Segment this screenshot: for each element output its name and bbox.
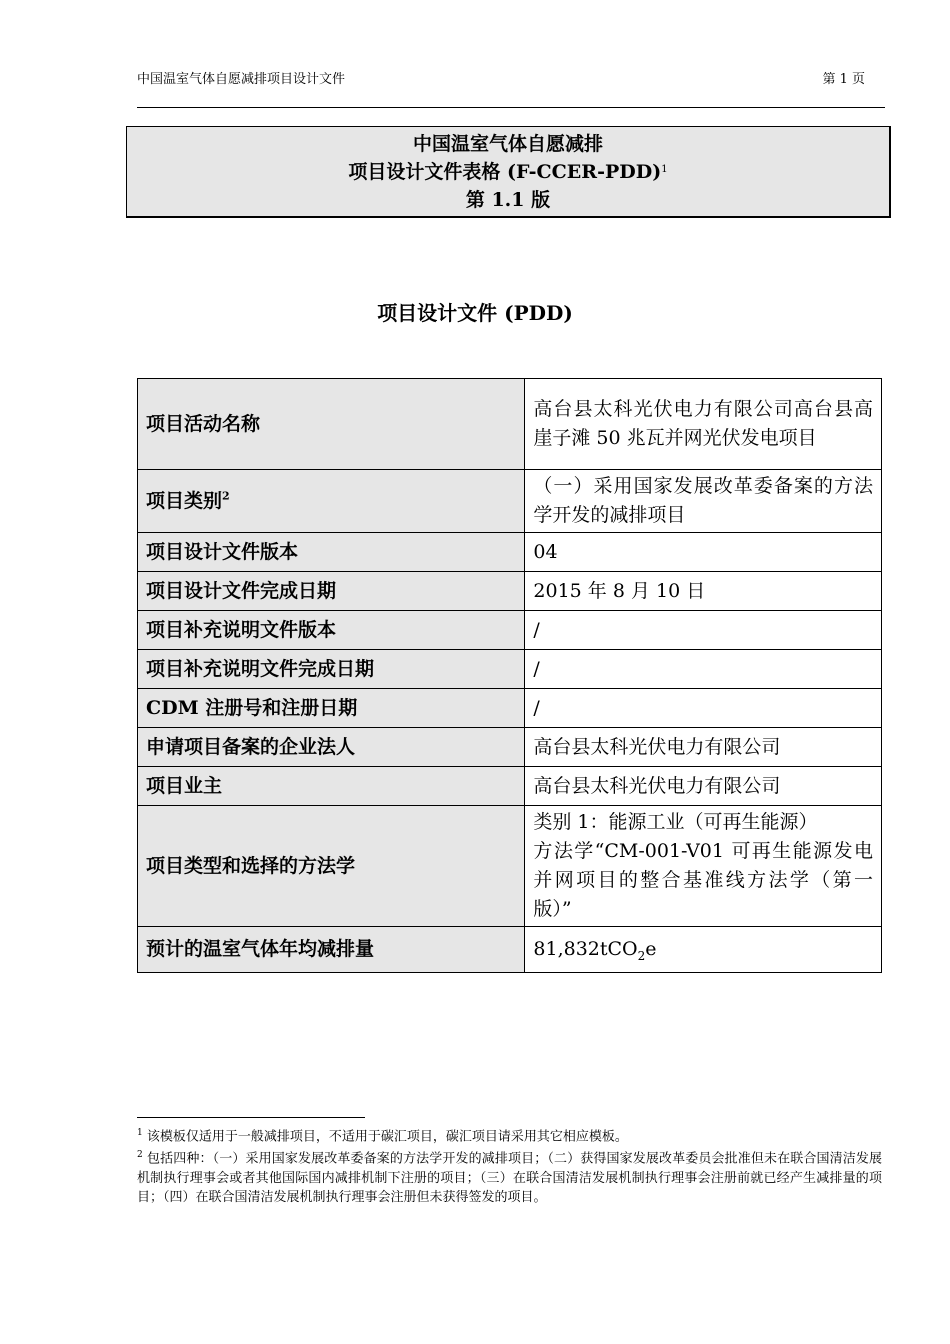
pdd-title: 项目设计文件 (PDD)	[377, 301, 573, 325]
emission-value: 81,832tCO	[533, 938, 638, 960]
table-row	[138, 728, 882, 767]
table-row	[138, 379, 882, 470]
form-title-line2-text: 项目设计文件表格 (F-CCER-PDD)	[348, 161, 662, 183]
emission-suffix: e	[645, 938, 657, 960]
table-row	[138, 470, 882, 533]
row-label-text: 项目类别	[146, 489, 223, 512]
row-value: 高台县太科光伏电力有限公司高台县高崖子滩 50 兆瓦并网光伏发电项目	[525, 379, 882, 470]
footnote-divider	[137, 1117, 365, 1118]
form-title-line2	[127, 158, 889, 186]
row-value: 高台县太科光伏电力有限公司	[525, 767, 882, 806]
footnote-text: 包括四种：（一）采用国家发展改革委备案的方法学开发的减排项目；（二）获得国家发展改革委员会批准但未在联合国清洁发展机制执行理事会或者其他国际国内减排机制下注册的项目；（三）在联合国清洁发展机制执行理事会注册前就已经产生减排量的项目；（四）在联合国清洁发展机制执行理事会注册但未获得签发的项目。	[137, 1151, 882, 1205]
row-label: 项目补充说明文件版本	[138, 611, 525, 650]
row-value: /	[525, 689, 882, 728]
row-label: 项目活动名称	[138, 379, 525, 470]
footnote-ref-1[interactable]: 1	[661, 164, 668, 175]
table-row	[138, 927, 882, 973]
row-value	[525, 927, 882, 973]
row-label: 预计的温室气体年均减排量	[138, 927, 525, 973]
row-value-line: 类别 1：能源工业（可再生能源）	[533, 811, 818, 833]
row-label: 项目设计文件完成日期	[138, 572, 525, 611]
row-label: 项目类型和选择的方法学	[138, 806, 525, 927]
table-row	[138, 611, 882, 650]
footnote-2	[137, 1146, 882, 1206]
row-label: 项目业主	[138, 767, 525, 806]
header-page-number: 第 1 页	[822, 72, 865, 87]
footnote-ref-2[interactable]: 2	[222, 489, 230, 503]
form-title-line1: 中国温室气体自愿减排	[412, 133, 603, 155]
footnote-mark: 1	[137, 1128, 143, 1138]
row-label: CDM 注册号和注册日期	[138, 689, 525, 728]
table-row	[138, 650, 882, 689]
row-value: /	[525, 650, 882, 689]
row-value-line: 方法学“CM-001-V01 可再生能源发电并网项目的整合基准线方法学（第一版）”	[533, 840, 873, 920]
emission-subscript: 2	[637, 948, 646, 963]
row-label: 申请项目备案的企业法人	[138, 728, 525, 767]
row-value: （一）采用国家发展改革委备案的方法学开发的减排项目	[525, 470, 882, 533]
form-title-box	[126, 126, 891, 218]
table-row	[138, 767, 882, 806]
row-value: 2015 年 8 月 10 日	[525, 572, 882, 611]
row-value	[525, 806, 882, 927]
footnote-text: 该模板仅适用于一般减排项目，不适用于碳汇项目，碳汇项目请采用其它相应模板。	[146, 1129, 628, 1145]
table-row	[138, 689, 882, 728]
row-value: /	[525, 611, 882, 650]
running-header	[137, 68, 865, 88]
form-title-version: 第 1.1 版	[465, 189, 551, 211]
row-label: 项目补充说明文件完成日期	[138, 650, 525, 689]
header-doc-title: 中国温室气体自愿减排项目设计文件	[137, 72, 346, 87]
table-row	[138, 572, 882, 611]
footnote-1	[137, 1124, 882, 1146]
table-row	[138, 533, 882, 572]
header-divider	[137, 107, 885, 108]
row-label	[138, 470, 525, 533]
footnote-mark: 2	[137, 1150, 143, 1161]
project-info-table	[137, 378, 882, 973]
row-value: 04	[525, 533, 882, 572]
row-label: 项目设计文件版本	[138, 533, 525, 572]
table-row	[138, 806, 882, 927]
footnotes	[137, 1124, 882, 1207]
row-value: 高台县太科光伏电力有限公司	[525, 728, 882, 767]
